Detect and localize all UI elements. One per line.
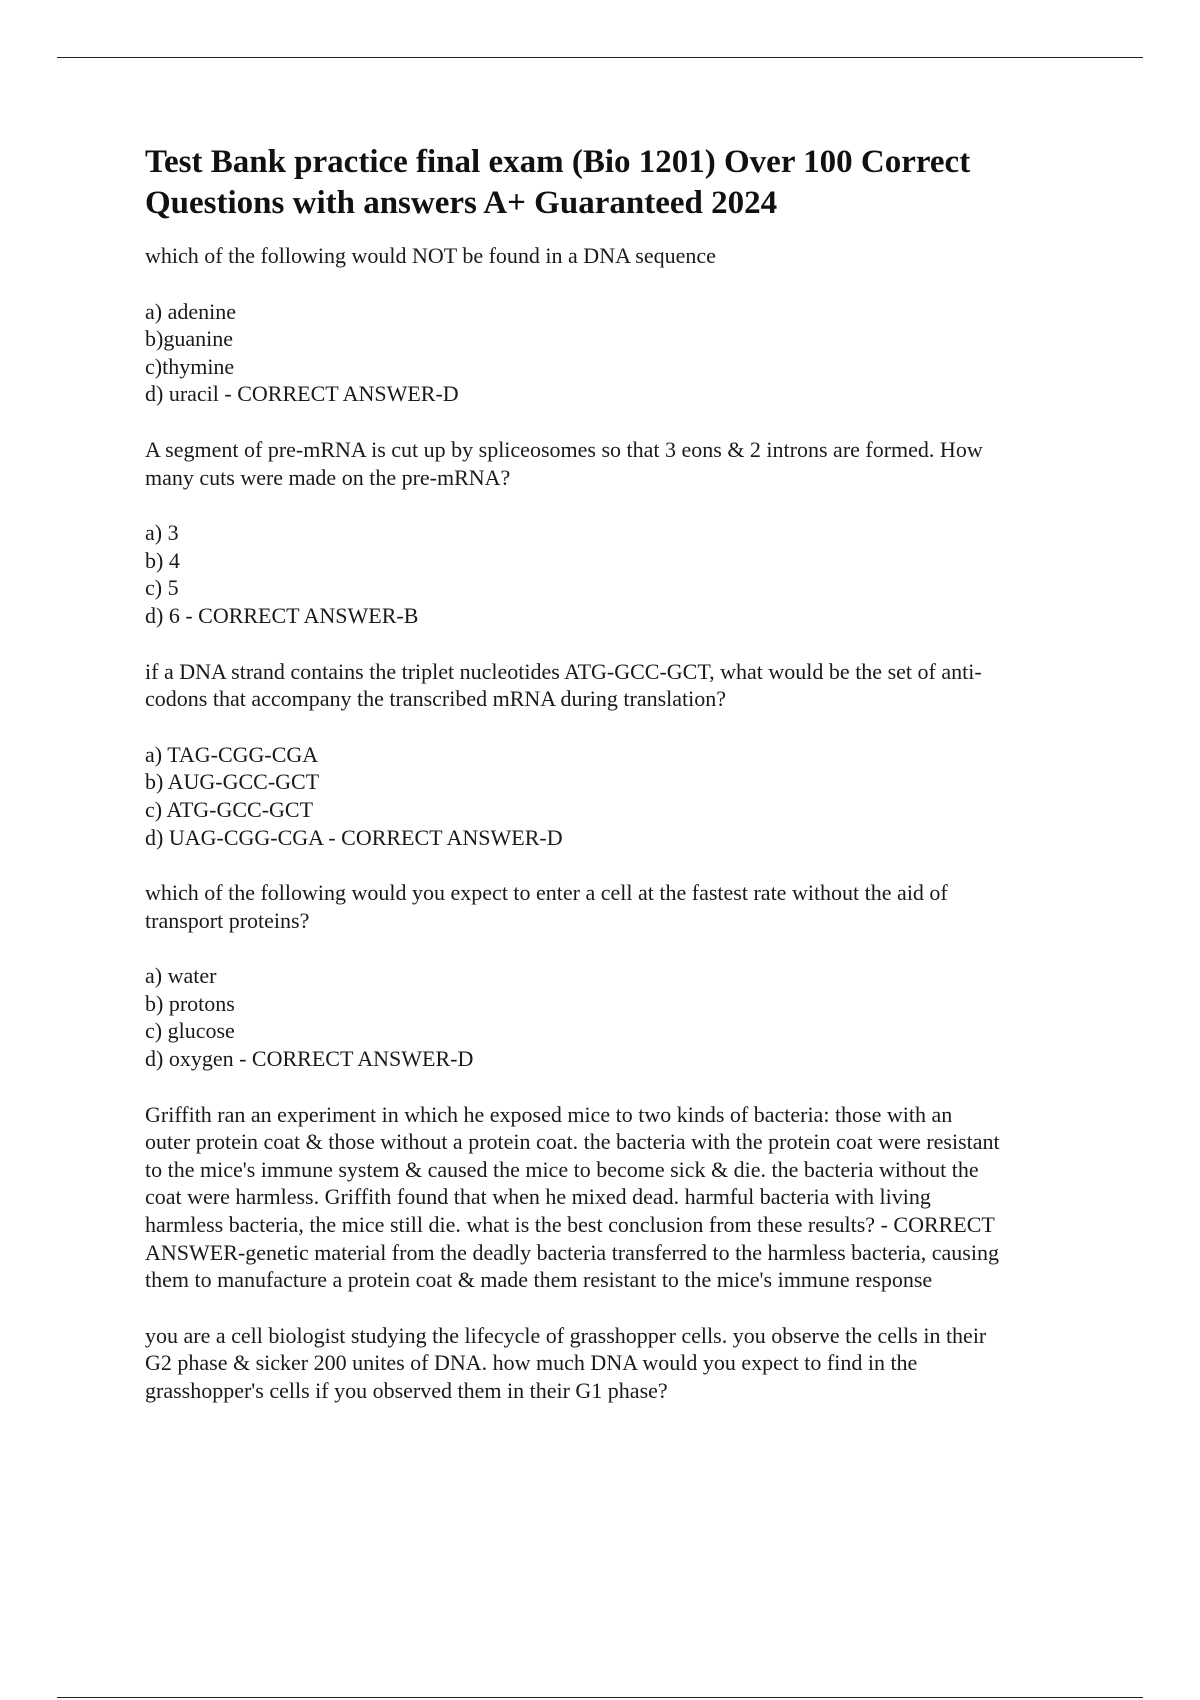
document-title: [145, 142, 1095, 224]
option-item: a) water: [145, 963, 217, 989]
question-block: [145, 436, 1095, 630]
document-body: [145, 142, 1095, 1433]
question-text: which of the following would NOT be found in a DNA sequence: [145, 243, 716, 268]
question-text: grasshopper's cells if you observed them in their G1 phase?: [145, 1378, 668, 1403]
question-block: [145, 879, 1095, 1073]
option-item-answer: d) 6 - CORRECT ANSWER-B: [145, 602, 419, 628]
question-text: G2 phase & sicker 200 unites of DNA. how much DNA would you expect to find in the: [145, 1350, 918, 1376]
title-line: Questions with answers A+ Guaranteed 2024: [145, 185, 778, 221]
question-text: Griffith ran an experiment in which he exposed mice to two kinds of bacteria: those with an: [145, 1101, 953, 1127]
question-text: codons that accompany the transcribed mRNA during translation?: [145, 686, 727, 712]
question-text: many cuts were made on the pre-mRNA?: [145, 464, 511, 490]
option-item: a) 3: [145, 520, 179, 546]
question-text: coat were harmless. Griffith found that when he mixed dead. harmful bacteria with living: [145, 1184, 931, 1210]
option-item-answer: d) uracil - CORRECT ANSWER-D: [145, 381, 459, 407]
options-list: [145, 298, 1095, 408]
option-item: a) adenine: [145, 298, 236, 324]
option-item-answer: d) oxygen - CORRECT ANSWER-D: [145, 1046, 474, 1072]
question-block: [145, 242, 1095, 408]
question-text: them to manufacture a protein coat & made them resistant to the mice's immune response: [145, 1267, 933, 1293]
top-rule: [57, 57, 1143, 58]
option-item-answer: d) UAG-CGG-CGA - CORRECT ANSWER-D: [145, 824, 563, 850]
question-text: transport proteins?: [145, 907, 310, 933]
question-block: [145, 658, 1095, 852]
option-item: b) protons: [145, 990, 235, 1016]
option-item: b) 4: [145, 547, 180, 573]
option-item: c)thymine: [145, 353, 235, 379]
options-list: [145, 962, 1095, 1072]
question-text: ANSWER-genetic material from the deadly bacteria transferred to the harmless bacteria, causing: [145, 1239, 999, 1265]
question-text: which of the following would you expect to enter a cell at the fastest rate without the aid of: [145, 880, 948, 906]
options-list: [145, 519, 1095, 629]
option-item: c) glucose: [145, 1018, 235, 1044]
bottom-rule: [57, 1697, 1143, 1698]
option-item: b)guanine: [145, 326, 233, 352]
question-text: harmless bacteria, the mice still die. what is the best conclusion from these results? - CORRECT: [145, 1212, 995, 1238]
option-item: c) ATG-GCC-GCT: [145, 796, 314, 822]
question-text: if a DNA strand contains the triplet nucleotides ATG-GCC-GCT, what would be the set of anti-: [145, 658, 982, 684]
question-block: [145, 1322, 1095, 1405]
option-item: a) TAG-CGG-CGA: [145, 741, 319, 767]
option-item: c) 5: [145, 575, 179, 601]
option-item: b) AUG-GCC-GCT: [145, 769, 320, 795]
options-list: [145, 741, 1095, 851]
title-line: Test Bank practice final exam (Bio 1201) Over 100 Correct: [145, 144, 971, 180]
question-block: [145, 1101, 1095, 1294]
question-text: to the mice's immune system & caused the mice to become sick & die. the bacteria without the: [145, 1156, 979, 1182]
question-text: outer protein coat & those without a protein coat. the bacteria with the protein coat were resistant: [145, 1129, 1000, 1155]
question-text: A segment of pre-mRNA is cut up by spliceosomes so that 3 eons & 2 introns are formed. How: [145, 436, 983, 462]
question-text: you are a cell biologist studying the lifecycle of grasshopper cells. you observe the cells in their: [145, 1322, 987, 1348]
